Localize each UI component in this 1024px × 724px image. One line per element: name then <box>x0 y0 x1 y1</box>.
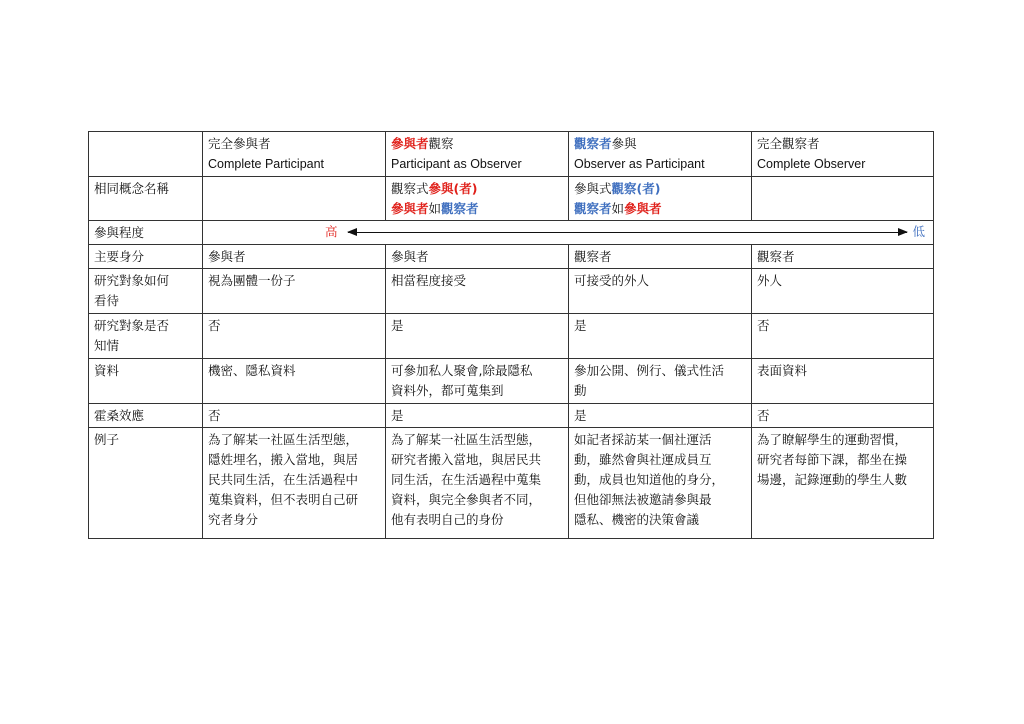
cell-line: 為了瞭解學生的運動習慣， <box>757 432 908 447</box>
cell-line: 蒐集資料，但不表明自己研 <box>208 492 359 507</box>
table-cell: 是 <box>569 404 752 428</box>
header-empty-cell <box>89 132 203 177</box>
cell-line: 究者身分 <box>208 512 259 527</box>
observer-roles-table <box>88 131 934 539</box>
table-cell: 參與者 <box>203 245 386 269</box>
header-zh-highlight: 參與者 <box>391 136 429 151</box>
alias-highlight: 觀察(者) <box>611 181 661 196</box>
header-zh-rest: 觀察 <box>428 136 454 151</box>
alias-highlight: 參與者 <box>624 201 662 216</box>
header-en: Participant as Observer <box>391 157 522 171</box>
row-label: 資料 <box>89 359 203 404</box>
level-high-label: 高 <box>325 224 338 239</box>
table-cell: 否 <box>752 404 934 428</box>
alias-highlight: 觀察者 <box>441 201 479 216</box>
alias-highlight: 參與(者) <box>428 181 478 196</box>
cell-line: 動，成員也知道他的身分， <box>574 472 725 487</box>
header-zh: 完全觀察者 <box>757 136 820 151</box>
cell-line: 同生活，在生活過程中蒐集 <box>391 472 542 487</box>
header-zh: 完全參與者 <box>208 136 271 151</box>
cell-line: 他有表明自己的身份 <box>391 512 504 527</box>
header-observer-as-participant <box>569 132 752 177</box>
cell-line: 可參加私人聚會,除最隱私 <box>391 363 533 378</box>
cell-line: 研究者搬入當地，與居民共 <box>391 452 542 467</box>
table-cell <box>386 428 569 539</box>
cell-line: 動 <box>574 383 587 398</box>
row-label-line: 研究對象是否 <box>94 318 170 333</box>
informed-row <box>89 314 934 359</box>
double-arrow <box>348 232 907 233</box>
table-cell <box>386 359 569 404</box>
table-cell: 觀察者 <box>752 245 934 269</box>
arrow-right-icon <box>898 228 908 236</box>
cell-line: 場邊，記錄運動的學生人數 <box>757 472 908 487</box>
cell-line: 但他卻無法被邀請參與最 <box>574 492 712 507</box>
header-zh-rest: 參與 <box>611 136 637 151</box>
header-participant-as-observer <box>386 132 569 177</box>
cell-line: 資料外，都可蒐集到 <box>391 383 504 398</box>
alias-highlight: 參與者 <box>391 201 429 216</box>
level-low-label: 低 <box>912 224 925 239</box>
data-row <box>89 359 934 404</box>
row-label: 例子 <box>89 428 203 539</box>
example-row <box>89 428 934 539</box>
table-cell: 外人 <box>752 269 934 314</box>
table-cell: 參與者 <box>386 245 569 269</box>
table-cell <box>752 428 934 539</box>
table-cell: 否 <box>752 314 934 359</box>
table-cell <box>569 428 752 539</box>
perceived-row <box>89 269 934 314</box>
table-cell: 是 <box>569 314 752 359</box>
hawthorne-row <box>89 404 934 428</box>
cell-line: 資料，與完全參與者不同， <box>391 492 542 507</box>
alias-cell-observer-as-participant <box>569 177 752 221</box>
header-row <box>89 132 934 177</box>
header-en: Observer as Participant <box>574 157 705 171</box>
table-cell: 表面資料 <box>752 359 934 404</box>
header-complete-observer <box>752 132 934 177</box>
cell-line: 民共同生活，在生活過程中 <box>208 472 359 487</box>
header-zh-highlight: 觀察者 <box>574 136 612 151</box>
row-label: 主要身分 <box>89 245 203 269</box>
cell-line: 隱私、機密的決策會議 <box>574 512 700 527</box>
row-label-line: 知情 <box>94 338 120 353</box>
row-label-line: 看待 <box>94 293 120 308</box>
alias-cell-participant-as-observer <box>386 177 569 221</box>
alias-text: 觀察式 <box>391 181 429 196</box>
cell-line: 隱姓埋名，搬入當地，與居 <box>208 452 359 467</box>
row-label <box>89 269 203 314</box>
alias-row <box>89 177 934 221</box>
table-cell: 否 <box>203 404 386 428</box>
row-label: 參與程度 <box>89 221 203 245</box>
arrow-left-icon <box>347 228 357 236</box>
row-label-line: 研究對象如何 <box>94 273 170 288</box>
table-cell <box>569 359 752 404</box>
table-cell: 相當程度接受 <box>386 269 569 314</box>
table-cell: 機密、隱私資料 <box>203 359 386 404</box>
table-cell <box>203 428 386 539</box>
cell-line: 動，雖然會與社運成員互 <box>574 452 712 467</box>
cell-line: 如記者採訪某一個社運活 <box>574 432 712 447</box>
cell-line: 研究者每節下課，都坐在操 <box>757 452 908 467</box>
alias-highlight: 觀察者 <box>574 201 612 216</box>
cell-line: 為了解某一社區生活型態， <box>391 432 542 447</box>
table-cell: 是 <box>386 404 569 428</box>
table-cell: 是 <box>386 314 569 359</box>
header-complete-participant <box>203 132 386 177</box>
row-label: 霍桑效應 <box>89 404 203 428</box>
row-label: 相同概念名稱 <box>89 177 203 221</box>
cell-line: 參加公開、例行、儀式性活 <box>574 363 725 378</box>
table-cell: 否 <box>203 314 386 359</box>
cell-line: 為了解某一社區生活型態， <box>208 432 359 447</box>
alias-cell-empty <box>203 177 386 221</box>
header-en: Complete Participant <box>208 157 325 171</box>
table-cell: 觀察者 <box>569 245 752 269</box>
row-label <box>89 314 203 359</box>
level-scale <box>203 221 934 245</box>
alias-text: 如 <box>428 201 442 216</box>
alias-text: 如 <box>611 201 625 216</box>
header-en: Complete Observer <box>757 157 866 171</box>
alias-text: 參與式 <box>574 181 612 196</box>
level-row <box>89 221 934 245</box>
alias-cell-empty <box>752 177 934 221</box>
table-cell: 視為團體一份子 <box>203 269 386 314</box>
identity-row <box>89 245 934 269</box>
table-cell: 可接受的外人 <box>569 269 752 314</box>
